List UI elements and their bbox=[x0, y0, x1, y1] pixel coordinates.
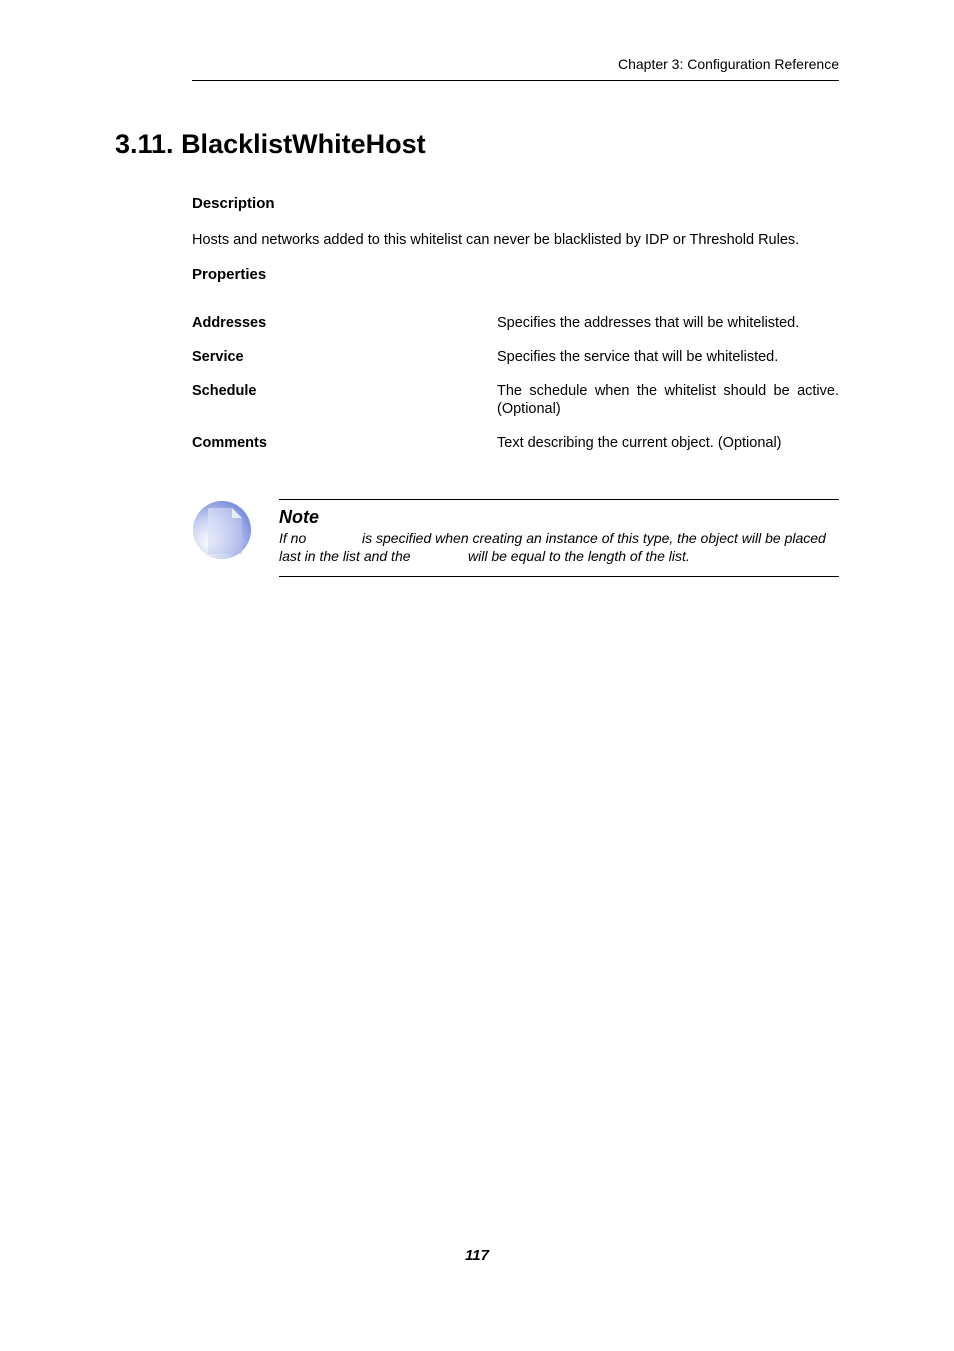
note-text-line1-start: If no bbox=[279, 530, 307, 546]
property-term: Service bbox=[192, 349, 244, 365]
note-text-line1-end: is specified when creating an instance of this type, the object will be placed bbox=[362, 530, 826, 546]
note-text-line2-end: will be equal to the length of the list. bbox=[468, 548, 690, 564]
description-heading: Description bbox=[192, 195, 275, 212]
property-definition: The schedule when the whitelist should be active. (Optional) bbox=[497, 383, 839, 417]
section-title: 3.11. BlacklistWhiteHost bbox=[115, 129, 426, 159]
property-definition: Specifies the addresses that will be whitelisted. bbox=[497, 315, 800, 331]
note-icon bbox=[192, 500, 252, 560]
page-number: 117 bbox=[465, 1247, 489, 1264]
property-definition: Specifies the service that will be whitelisted. bbox=[497, 349, 779, 365]
property-term: Addresses bbox=[192, 315, 267, 331]
description-text: Hosts and networks added to this whitelist can never be blacklisted by IDP or Threshold Rules. bbox=[192, 232, 800, 248]
note-title: Note bbox=[279, 507, 319, 527]
property-term: Schedule bbox=[192, 383, 257, 399]
note-text-line2-start: last in the list and the bbox=[279, 548, 411, 564]
note-box bbox=[279, 499, 839, 577]
running-header: Chapter 3: Configuration Reference bbox=[192, 56, 839, 81]
property-definition: Text describing the current object. (Optional) bbox=[497, 435, 782, 451]
property-term: Comments bbox=[192, 435, 267, 451]
properties-heading: Properties bbox=[192, 266, 267, 283]
